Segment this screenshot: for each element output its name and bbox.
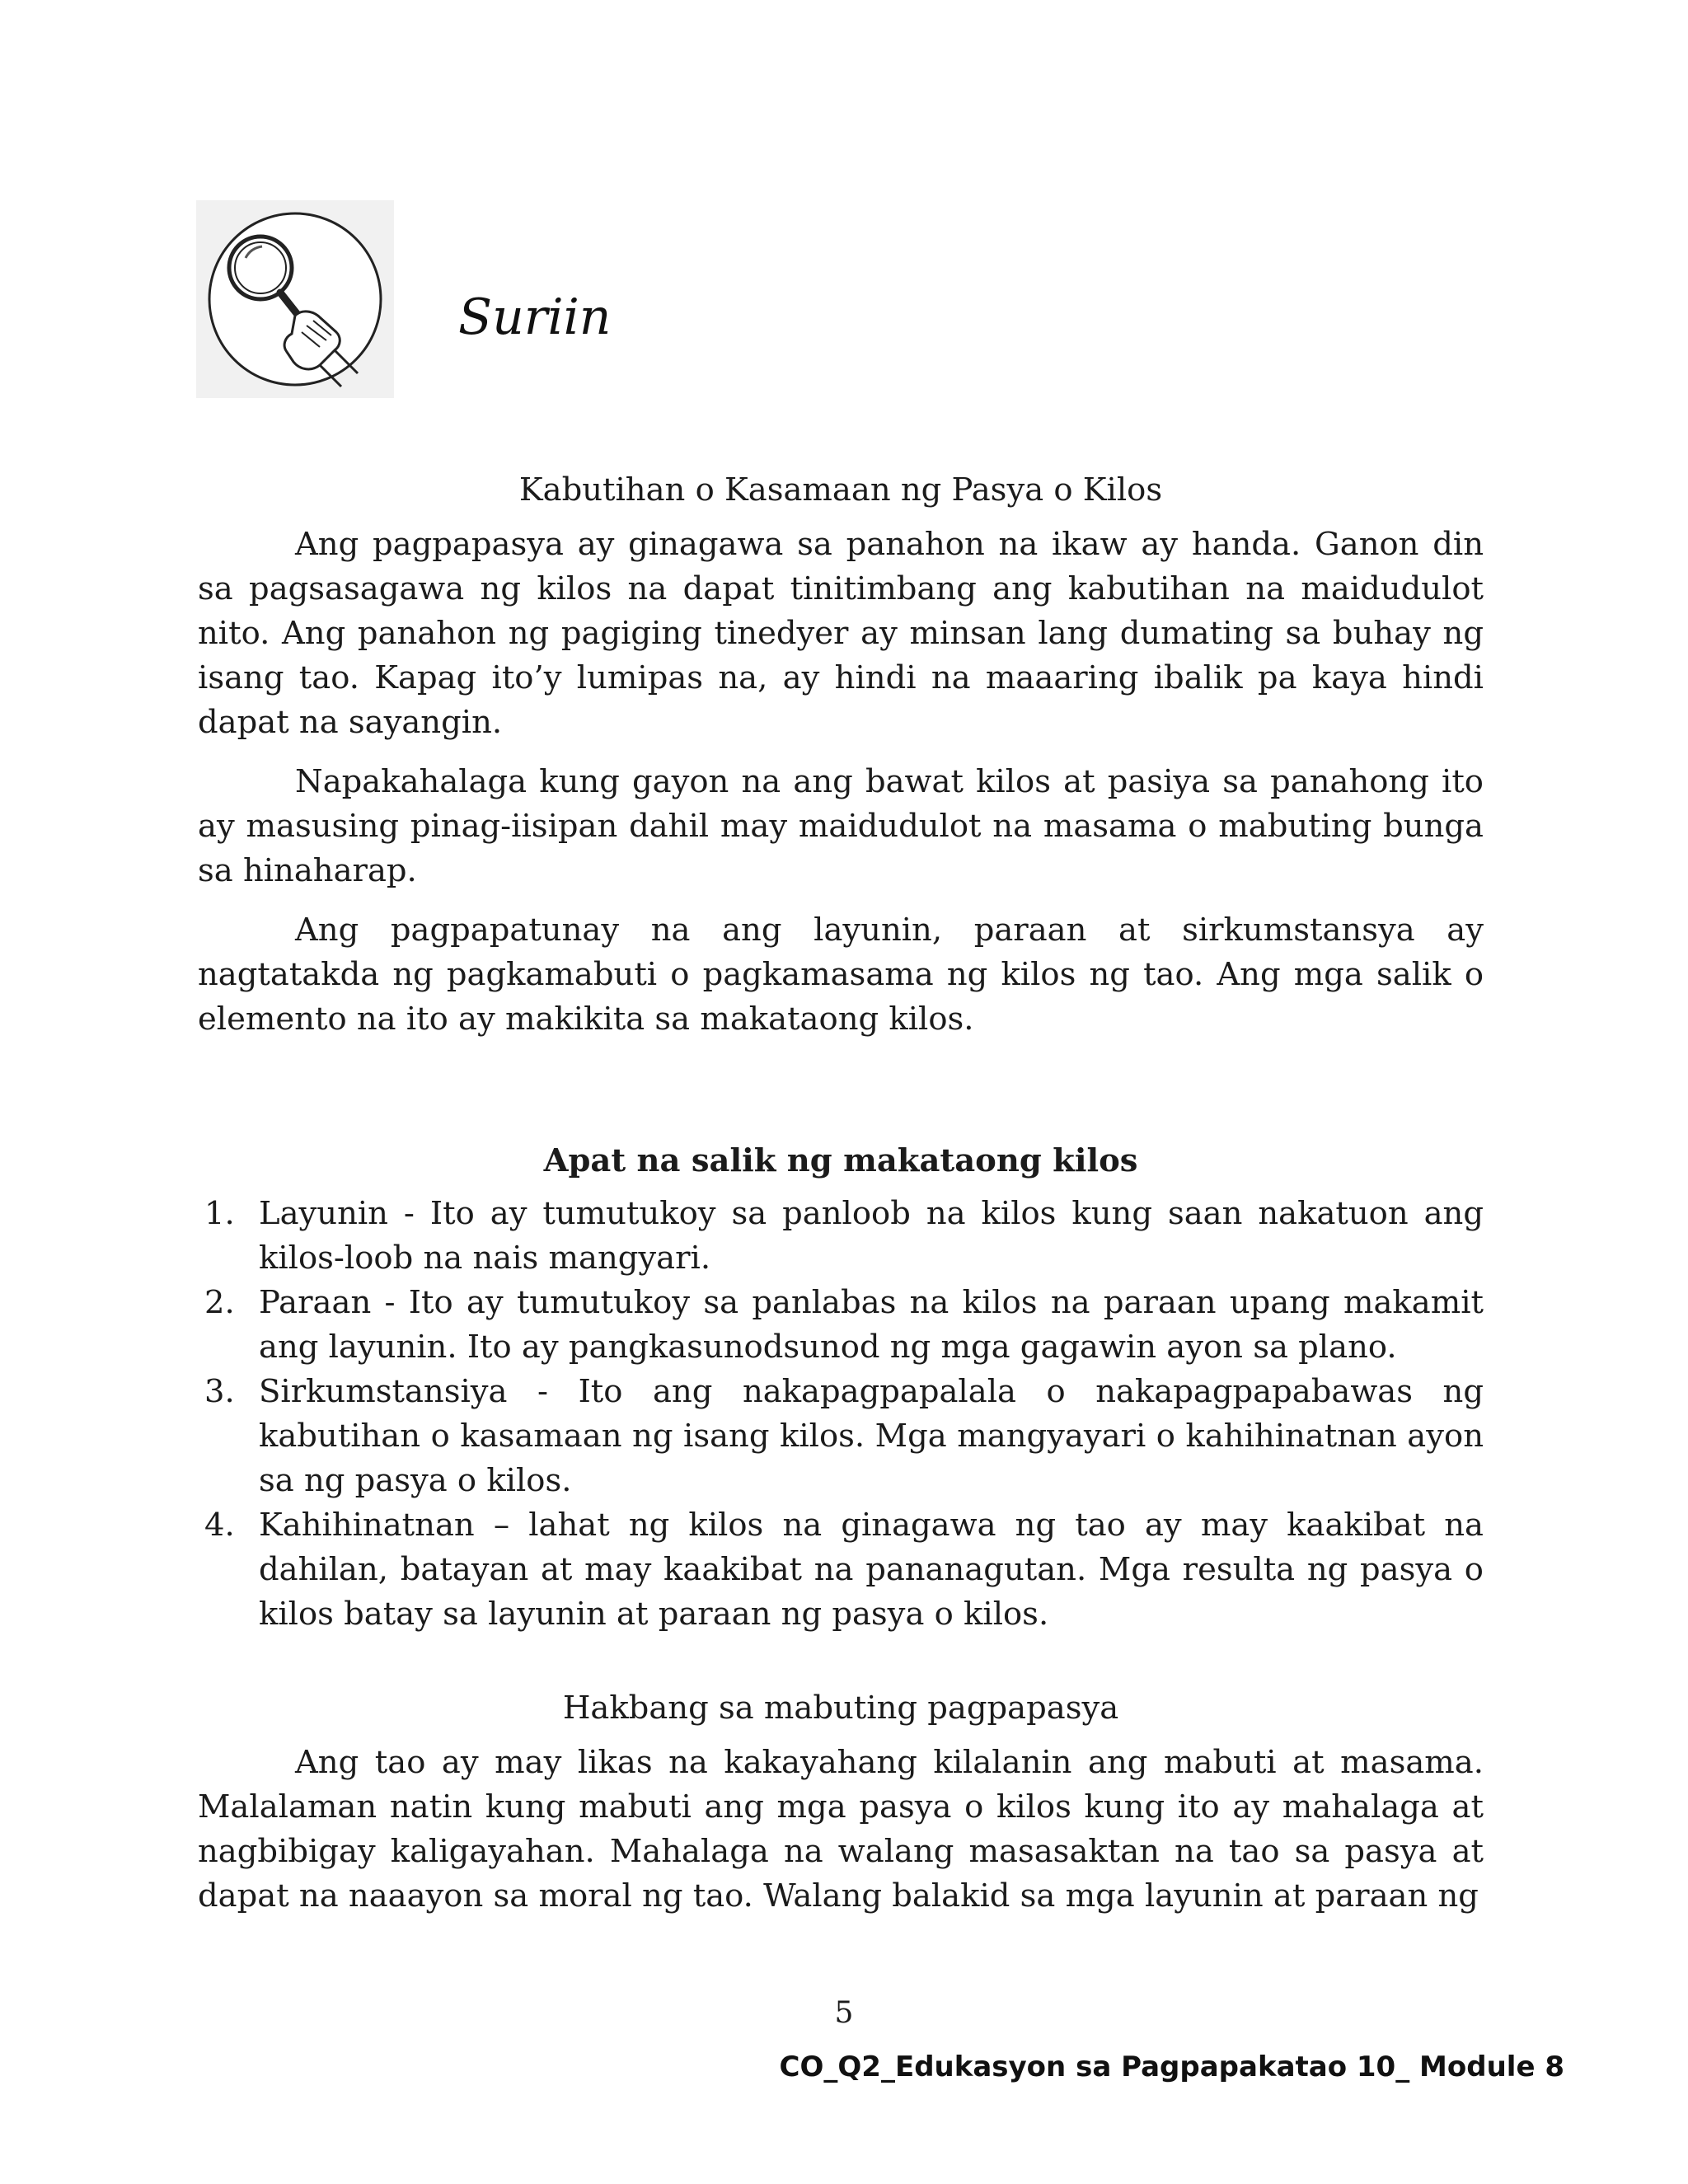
list-item bbox=[198, 1503, 1484, 1637]
page-number: 5 bbox=[834, 1996, 854, 2030]
list-item-text: Sirkumstansiya - Ito ang nakapagpapalala o nakapagpapabawas ng kabutihan o kasamaan ng isang kilos. Mga mangyayari o kahihinatnan ayon sa ng pasya o kilos. bbox=[259, 1373, 1484, 1499]
section-title: Suriin bbox=[458, 288, 612, 346]
list-item-text: Kahihinatnan – lahat ng kilos na ginagawa ng tao ay may kaakibat na dahilan, batayan at may kaakibat na pananagutan. Mga resulta ng pasya o kilos batay sa layunin at paraan ng pasya o kilos. bbox=[259, 1507, 1484, 1633]
footer-module-code: CO_Q2_Edukasyon sa Pagpapakatao 10_ Module 8 bbox=[779, 2050, 1564, 2083]
list-item bbox=[198, 1281, 1484, 1370]
factor-list bbox=[198, 1192, 1484, 1637]
heading-kabutihan: Kabutihan o Kasamaan ng Pasya o Kilos bbox=[518, 471, 1163, 509]
list-number: 2. bbox=[204, 1284, 235, 1321]
heading-hakbang: Hakbang sa mabuting pagpapasya bbox=[562, 1690, 1119, 1727]
list-item-text: Layunin - Ito ay tumutukoy sa panloob na kilos kung saan nakatuon ang kilos-loob na nais mangyari. bbox=[259, 1195, 1484, 1277]
magnifying-glass-icon bbox=[196, 200, 394, 398]
list-number: 1. bbox=[204, 1195, 235, 1232]
list-number: 4. bbox=[204, 1507, 235, 1544]
paragraph: Napakahalaga kung gayon na ang bawat kilos at pasiya sa panahong ito ay masusing pinag-iisipan dahil may maidudulot na masama o mabuting bunga sa hinaharap. bbox=[198, 763, 1484, 889]
list-item bbox=[198, 1192, 1484, 1281]
paragraph: Ang tao ay may likas na kakayahang kilalanin ang mabuti at masama. Malalaman natin kung mabuti ang mga pasya o kilos kung ito ay mahalaga at nagbibigay kaligayahan. Mahalaga na walang masasaktan na tao sa pasya at dapat na naaayon sa moral ng tao. Walang balakid sa mga layunin at paraan ng bbox=[198, 1744, 1484, 1915]
list-item-text: Paraan - Ito ay tumutukoy sa panlabas na kilos na paraan upang makamit ang layunin. Ito ay pangkasunodsunod ng mga gagawin ayon sa plano. bbox=[259, 1284, 1484, 1366]
document-body bbox=[198, 468, 1484, 1933]
heading-apat-na-salik: Apat na salik ng makataong kilos bbox=[543, 1142, 1138, 1179]
list-item bbox=[198, 1370, 1484, 1503]
list-number: 3. bbox=[204, 1373, 235, 1410]
paragraph: Ang pagpapasya ay ginagawa sa panahon na ikaw ay handa. Ganon din sa pagsasagawa ng kilos na dapat tinitimbang ang kabutihan na maidudulot nito. Ang panahon ng pagiging tinedyer ay minsan lang dumating sa buhay ng isang tao. Kapag ito’y lumipas na, ay hindi na maaaring ibalik pa kaya hindi dapat na sayangin. bbox=[198, 526, 1484, 741]
paragraph: Ang pagpapatunay na ang layunin, paraan at sirkumstansya ay nagtatakda ng pagkamabuti o pagkamasama ng kilos ng tao. Ang mga salik o elemento na ito ay makikita sa makataong kilos. bbox=[198, 912, 1484, 1038]
